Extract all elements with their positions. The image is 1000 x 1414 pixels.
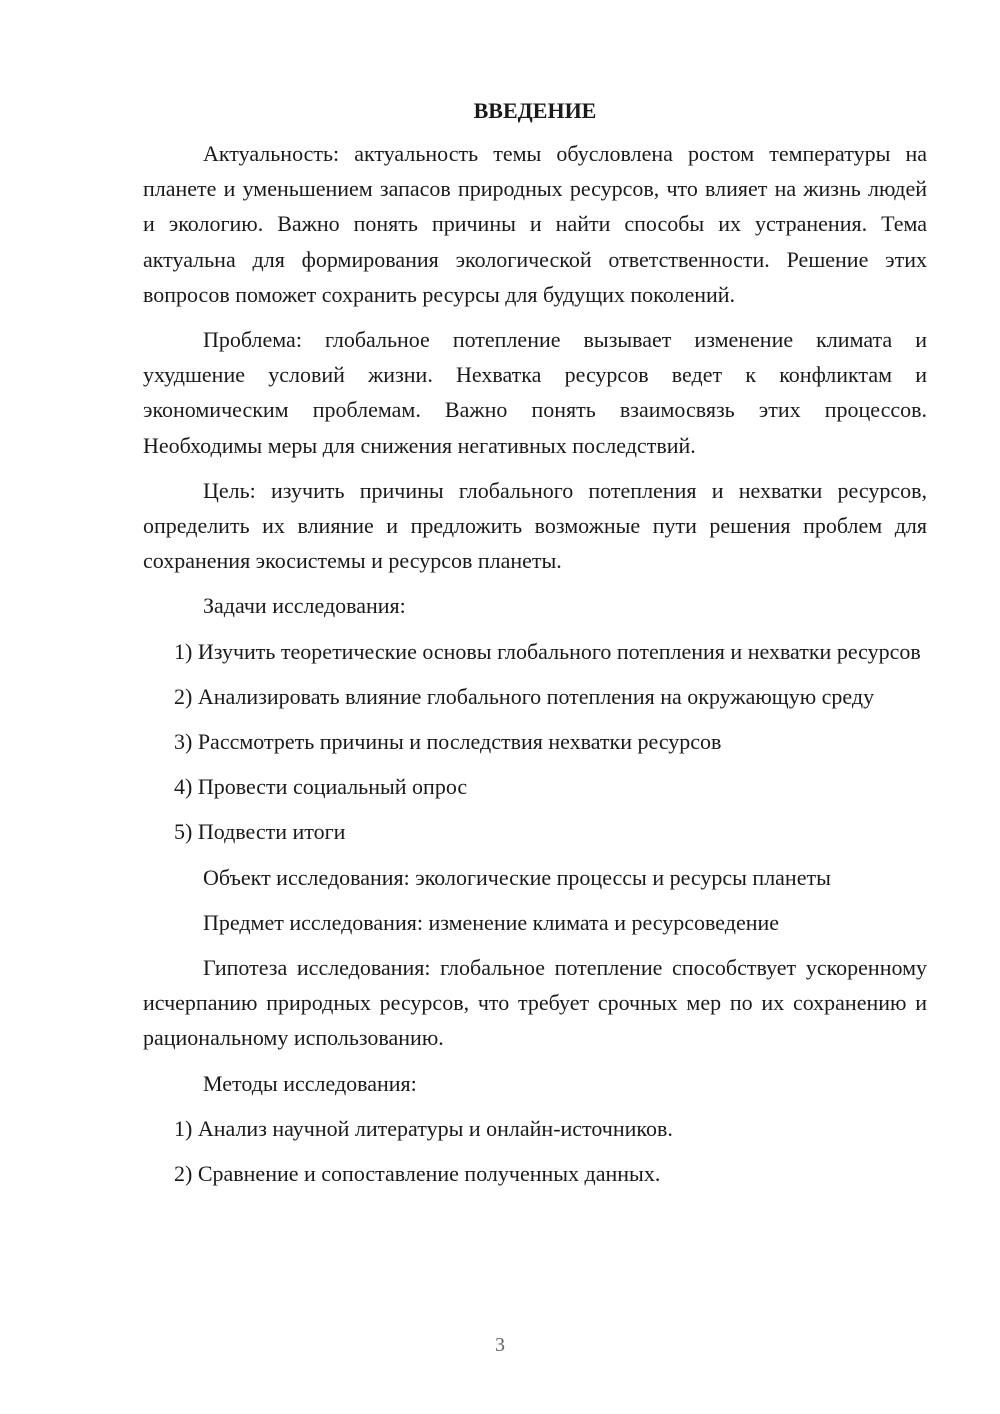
research-object: Объект исследования: экологические процессы и ресурсы планеты <box>203 864 831 890</box>
task-item-4: 4) Провести социальный опрос <box>174 774 468 800</box>
problem-paragraph: Проблема: глобальное потепление вызывает изменение климата и ухудшение условий жизни. Нехватка ресурсов ведет к конфликтам и экономическим проблемам. Важно понять взаимосвязь этих процессов. Необходимы меры для снижения негативных последствий. <box>143 327 927 458</box>
page-number: 3 <box>495 1334 505 1356</box>
research-subject: Предмет исследования: изменение климата и ресурсоведение <box>203 909 780 935</box>
method-item-1: 1) Анализ научной литературы и онлайн-источников. <box>174 1115 673 1141</box>
tasks-heading: Задачи исследования: <box>203 593 406 619</box>
task-item-2: 2) Анализировать влияние глобального потепления на окружающую среду <box>174 683 875 709</box>
task-item-3: 3) Рассмотреть причины и последствия нехватки ресурсов <box>174 729 722 755</box>
document-page <box>143 96 927 1191</box>
method-item-2: 2) Сравнение и сопоставление полученных данных. <box>174 1161 661 1187</box>
goal-paragraph: Цель: изучить причины глобального потепления и нехватки ресурсов, определить их влияние и предложить возможные пути решения проблем для сохранения экосистемы и ресурсов планеты. <box>143 477 927 574</box>
page-title: ВВЕДЕНИЕ <box>473 98 597 123</box>
relevance-paragraph: Актуальность: актуальность темы обусловлена ростом температуры на планете и уменьшением запасов природных ресурсов, что влияет на жизнь людей и экологию. Важно понять причины и найти способы их устранения. Тема актуальна для формирования экологической ответственности. Решение этих вопросов поможет сохранить ресурсы для будущих поколений. <box>143 141 927 307</box>
methods-heading: Методы исследования: <box>203 1070 417 1096</box>
hypothesis-paragraph: Гипотеза исследования: глобальное потепление способствует ускоренному исчерпанию природных ресурсов, что требует срочных мер по их сохранению и рациональному использованию. <box>143 955 927 1051</box>
task-item-5: 5) Подвести итоги <box>174 819 346 845</box>
task-item-1: 1) Изучить теоретические основы глобального потепления и нехватки ресурсов <box>174 638 921 664</box>
